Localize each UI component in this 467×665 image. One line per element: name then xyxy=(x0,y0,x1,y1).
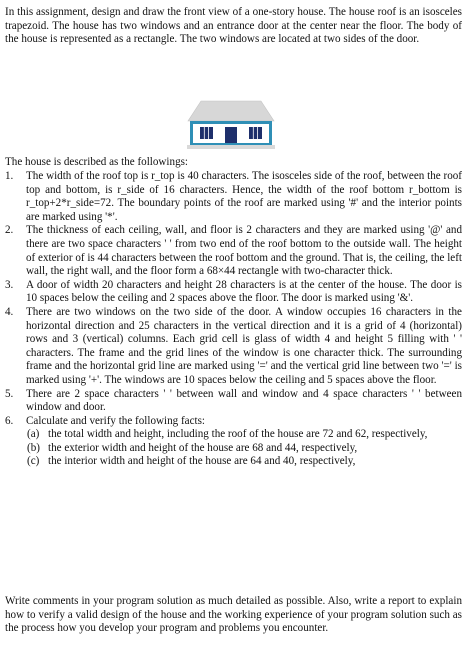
list-item xyxy=(5,415,462,429)
item-number: 3. xyxy=(5,278,14,291)
sub-item xyxy=(5,428,462,442)
closing-paragraph: Write comments in your program solution as much detailed as possible. Also, write a report to explain how to verify a valid design of the house and the working experience of your program solution such as the process how you develop your program and problems you encounter. xyxy=(5,595,462,635)
item-number: 5. xyxy=(5,387,14,400)
house-illustration xyxy=(187,99,275,149)
house-left-window xyxy=(200,127,213,139)
house-ground xyxy=(187,145,275,149)
sub-item-tag: (a) xyxy=(27,428,40,441)
list-item xyxy=(5,306,462,388)
list-item xyxy=(5,224,462,278)
list-item xyxy=(5,388,462,415)
item-text: A door of width 20 characters and height 28 characters is at the center of the house. The door is 10 spaces below the ceiling and 2 spaces above the floor. The door is marked using '&'. xyxy=(26,278,462,305)
item-number: 1. xyxy=(5,170,14,182)
list-item xyxy=(5,170,462,224)
list-item xyxy=(5,279,462,306)
requirements-list xyxy=(5,170,462,469)
item-number: 6. xyxy=(5,414,14,427)
item-number: 4. xyxy=(5,305,14,318)
house-door xyxy=(225,127,237,143)
item-text: There are 2 space characters ' ' between wall and window and 4 space characters ' ' between window and door. xyxy=(26,387,462,414)
sub-item-text: the total width and height, including the roof of the house are 72 and 62, respectively, xyxy=(48,428,428,441)
item-text: The width of the roof top is r_top is 40 characters. The isosceles side of the roof, between the roof top and bottom, is r_side of 16 characters. Hence, the width of the roof bottom r_bottom is r_top+2*r_side=72. The boundary points of the roof are marked using '#' and the interior points are marked using '*'. xyxy=(26,170,462,223)
item-number: 2. xyxy=(5,224,14,237)
sub-item xyxy=(5,455,462,469)
sub-item-tag: (b) xyxy=(27,441,40,454)
sub-item-text: the interior width and height of the house are 64 and 40, respectively, xyxy=(48,455,356,468)
item-text: Calculate and verify the following facts: xyxy=(26,414,205,427)
sub-item-tag: (c) xyxy=(27,455,40,468)
intro-paragraph: In this assignment, design and draw the front view of a one-story house. The house roof is an isosceles trapezoid. The house has two windows and an entrance door at the center near the floor. The body of the house is represented as a rectangle. The two windows are located at two sides of the door. xyxy=(5,6,462,46)
sub-item xyxy=(5,442,462,456)
item-text: The thickness of each ceiling, wall, and floor is 2 characters and they are marked using '@' and there are two space characters ' ' from two end of the roof bottom to the outside wall. The height of exterior of is 44 characters between the roof bottom and the ground. That is, the ceiling, the left wall, the right wall, and the floor form a 68×44 rectangle with two-character thick. xyxy=(26,224,462,278)
house-roof xyxy=(188,101,274,121)
sub-item-text: the exterior width and height of the house are 68 and 44, respectively, xyxy=(48,441,358,454)
list-lead: The house is described as the followings: xyxy=(5,156,189,168)
house-right-window xyxy=(249,127,262,139)
item-text: There are two windows on the two side of the door. A window occupies 16 characters in the horizontal direction and 25 characters in the vertical direction and it is a grid of 4 (horizontal) rows and 3 (vertical) columns. Each grid cell is glass of width 4 and height 5 filling with ' ' characters. The frame and the grid lines of the window is one character thick. The surrounding frame and the horizontal grid line are marked using '=' and the vertical grid line between two '=' is marked using '+'. The windows are 10 spaces below the ceiling and 5 spaces above the floor. xyxy=(26,305,462,386)
